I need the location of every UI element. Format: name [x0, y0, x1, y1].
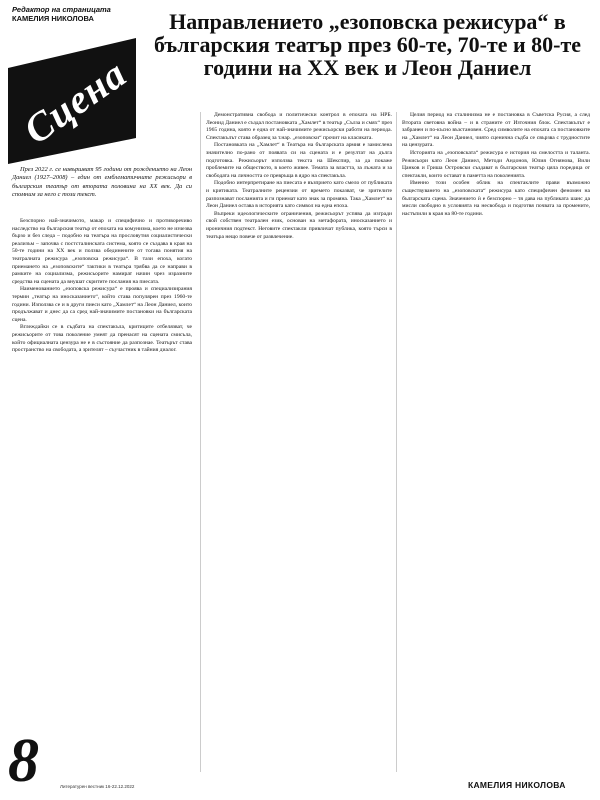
rubric-badge [8, 38, 136, 164]
paragraph: Подобно интерпретиране на пиесата е възприето като смело от публиката и критиката. Театралните рецензии от времето показват, че зрителите разпознават посланията и ги приемат като знак за промяна. Така „Хамлет“ на Леон Даниел остава в историята като символ на една епоха. [206, 180, 392, 210]
editor-name: КАМЕЛИЯ НИКОЛОВА [12, 13, 94, 23]
author-byline: КАМЕЛИЯ НИКОЛОВА [468, 780, 566, 790]
paragraph: Вглеждайки се в съдбата на спектакъла, критиците отбелязват, че режисьорите от това поколение умеят да пренасят на сцената смисъла, който официалната цензура не е в състояние да разпознае. Театърът става пространство на свободата, а зрителят – съучастник в тайния диалог. [12, 324, 192, 354]
article-column-1 [12, 218, 192, 355]
paragraph: Демонстративна свобода и политически контрол в епохата на НРБ. Леонид Даниел е създал постановката „Хамлет“ в театър „Сълза и смях“ през 1965 година, която е една от най-значимите режисьорски работи на периода. Спектакълът става образец за т.нар. „езоповски“ прочит на класиката. [206, 112, 392, 141]
article-column-3 [402, 112, 590, 218]
article-headline: Направлението „езоповска режисура“ в българския театър през 60-те, 70-те и 80-те години на ХХ век и Леон Даниел [153, 9, 582, 81]
article-lead: През 2022 г. се навършват 95 години от рождението на Леон Даниел (1927–2008) – един от емблематичните режисьори в българския театър от втората половина на ХХ век. Да си спомним за него с този текст. [12, 166, 192, 198]
column-divider [396, 112, 397, 772]
paragraph: Постановката на „Хамлет“ в Театъра на българската армия е замислена значително по-рано от появата си на сцената и е резултат на дълга подготовка. Режисьорът използва текста на Шекспир, за да покаже проблемите на обществото, в което живее. Темата за властта, за лъжата и за свободата на личността се превръща в ядро на спектакъла. [206, 142, 392, 179]
paragraph: Въпреки идеологическите ограничения, режисьорът успява да изгради свой собствен театрален език, основан на метафората, иносказанието и ироничния подтекст. Неговите спектакли привличат публика, която търси в театъра нещо повече от развлечение. [206, 210, 392, 240]
editor-role: Редактор на страницата [12, 5, 111, 14]
article-column-2 [206, 112, 392, 241]
editor-credit [12, 6, 132, 23]
paragraph: Наименованието „езоповска режисура“ е проява и специализирания термин „театър на иносказанието“, който става популярен през 1960-те години. Използва се и в други пиеси като „Хамлет“ на Леон Даниел, които продължават и днес да са сред най-значимите постановки на българската сцена. [12, 286, 192, 323]
column-divider [200, 112, 201, 772]
paragraph: Именно този особен облик на спектаклите прави възможно съществуването на „езоповската“ режисура като специфичен феномен на българската сцена. Значението ѝ е безспорно – тя дава на публиката шанс да мисли свободно в условията на несвобода и подготвя почвата за промените, настъпили в края на 80-те години. [402, 180, 590, 217]
paragraph: Целия период на сталинизма не е постановка в Съветска Русия, а след Втората световна война – и в страните от Източния блок. Спектакълът е забранен и по-късно възстановен. Сред символите на епохата са постановките на „Хамлет“ на Леон Даниел, чиято сценична съдба се свързва с трудностите на цензурата. [402, 112, 590, 149]
paragraph: Безспорно най-значимото, макар и специфично и противоречиво наследство на българския театър от епохата на комунизма, което не изчезва бързо и без следа – подобно на театъра на прословутия социалистически реализъм – започва с постсталинската система, която се създава в края на 50-те години на ХХ век и ползва обединените от тогава понятия на театралната режисура „езоповска режисура“. В тази епоха, когато приемането на „езоповските“ тактики в театъра трябва да се направи в рамките на социализма, режисьорите намират начин чрез изразните средства на сцената да внушат скритите послания на пиесата. [12, 218, 192, 285]
paragraph: Историята на „езоповската“ режисура е история на смелостта и таланта. Режисьори като Леон Даниел, Методи Андонов, Юлия Огнянова, Вили Цанков и Гриша Островски създават в българския театър цяла поредица от спектакли, които остават в паметта на поколенията. [402, 149, 590, 179]
page-number: 8 [8, 727, 39, 795]
page-footer: Литературен вестник 16-22.12.2022 [60, 784, 135, 789]
rubric-label: Сцена [15, 50, 135, 153]
